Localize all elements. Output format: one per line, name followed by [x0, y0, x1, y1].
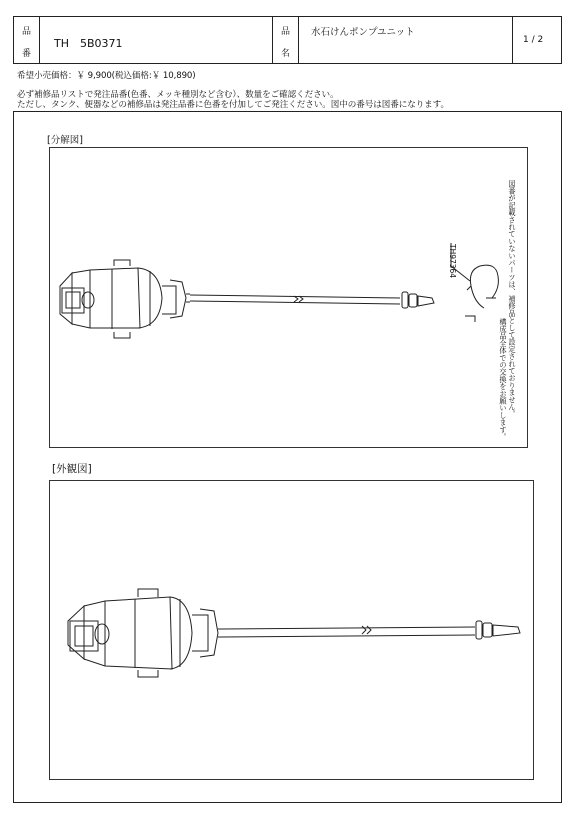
side-note-1: 図番が記載されていないパーツは、補修品として設定されておりません。: [508, 180, 517, 418]
part-number-label: TH97364: [448, 244, 457, 279]
product-name: 水石けんポンプユニット: [311, 27, 415, 38]
hinban-label-1: 品: [22, 27, 32, 37]
header-table: [13, 16, 562, 64]
exploded-view-drawing: [50, 148, 529, 449]
hinmei-label-1: 品: [281, 27, 291, 37]
hinban-value-cell: [40, 17, 273, 63]
exterior-view-panel: [49, 480, 534, 780]
page-number: 1 / 2: [523, 35, 544, 45]
exploded-view-panel: [49, 147, 528, 448]
hinmei-label-2: 名: [281, 49, 291, 59]
note-line-2: ただし、タンク、便器などの補修品は発注品番に色番を付加してご発注ください。図中の番号は図番になります。: [17, 100, 449, 110]
hinmei-value-cell: [299, 17, 513, 63]
page-cell: [513, 17, 561, 63]
exterior-view-title: [外観図]: [52, 463, 92, 475]
exterior-view-drawing: [50, 481, 535, 781]
exploded-view-title: [分解図]: [47, 135, 83, 146]
hinban-label-2: 番: [22, 49, 32, 59]
product-number: TH 5B0371: [54, 37, 123, 50]
hinban-label-cell: [14, 17, 40, 63]
price-line: 希望小売価格：￥ 9,900(税込価格:￥ 10,890): [17, 71, 196, 81]
side-note-2: 構成品全体での交換をお願いします。: [499, 318, 508, 441]
note-line-1: 必ず補修品リストで発注品番(色番、メッキ種別など含む）、数量をご確認ください。: [17, 90, 339, 100]
hinmei-label-cell: [273, 17, 299, 63]
